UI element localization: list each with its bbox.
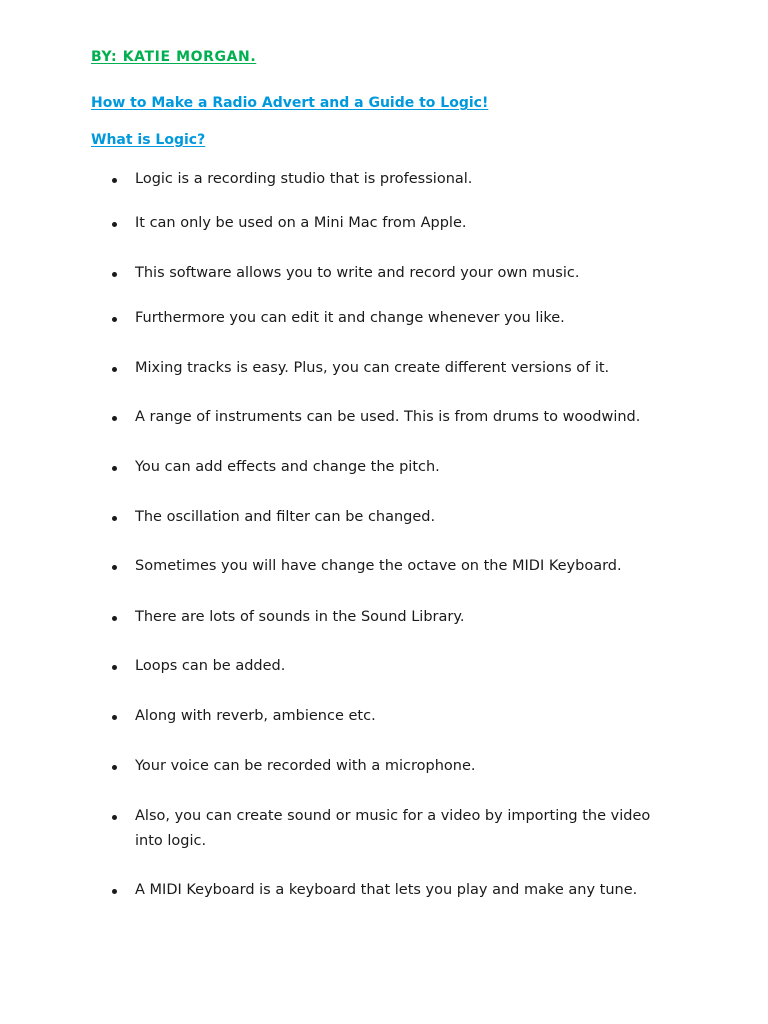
list-item — [112, 878, 672, 903]
bullet-icon — [112, 317, 117, 322]
bullet-icon — [112, 665, 117, 670]
list-item-text: A range of instruments can be used. This is from drums to woodwind. — [135, 409, 641, 425]
list-item — [112, 704, 672, 729]
list-item — [112, 605, 672, 630]
bullet-icon — [112, 367, 117, 372]
bullet-icon — [112, 178, 117, 183]
list-item-text: A MIDI Keyboard is a keyboard that lets you play and make any tune. — [135, 882, 638, 898]
list-item — [112, 554, 672, 579]
bullet-icon — [112, 765, 117, 770]
section-heading: What is Logic? — [91, 132, 206, 148]
list-item-text: The oscillation and filter can be changed. — [135, 509, 436, 525]
list-item-text: Along with reverb, ambience etc. — [135, 708, 376, 724]
bullet-icon — [112, 565, 117, 570]
author-line: BY: KATIE MORGAN. — [91, 49, 257, 65]
list-item — [112, 306, 672, 331]
list-item-text: You can add effects and change the pitch. — [135, 459, 440, 475]
list-item — [112, 804, 672, 854]
bullet-icon — [112, 222, 117, 227]
list-item-text: Furthermore you can edit it and change whenever you like. — [135, 310, 565, 326]
list-item — [112, 211, 672, 236]
list-item — [112, 261, 672, 286]
bullet-icon — [112, 516, 117, 521]
list-item-text: Sometimes you will have change the octave on the MIDI Keyboard. — [135, 558, 622, 574]
bullet-icon — [112, 272, 117, 277]
list-item-text: Loops can be added. — [135, 658, 286, 674]
list-item — [112, 356, 672, 381]
bullet-icon — [112, 416, 117, 421]
list-item — [112, 455, 672, 480]
list-item-text: There are lots of sounds in the Sound Library. — [135, 609, 465, 625]
bullet-icon — [112, 815, 117, 820]
list-item — [112, 405, 672, 430]
list-item-text: Logic is a recording studio that is professional. — [135, 171, 473, 187]
list-item — [112, 754, 672, 779]
list-item-text: Your voice can be recorded with a microphone. — [135, 758, 476, 774]
bullet-icon — [112, 466, 117, 471]
list-item — [112, 167, 672, 192]
bullet-icon — [112, 889, 117, 894]
bullet-icon — [112, 715, 117, 720]
document-title: How to Make a Radio Advert and a Guide to Logic! — [91, 95, 489, 111]
list-item-text: This software allows you to write and record your own music. — [135, 265, 580, 281]
bullet-icon — [112, 616, 117, 621]
list-item — [112, 654, 672, 679]
list-item — [112, 505, 672, 530]
list-item-text: Mixing tracks is easy. Plus, you can create different versions of it. — [135, 360, 610, 376]
list-item-text: Also, you can create sound or music for a video by importing the video into logic. — [135, 808, 651, 849]
list-item-text: It can only be used on a Mini Mac from Apple. — [135, 215, 467, 231]
